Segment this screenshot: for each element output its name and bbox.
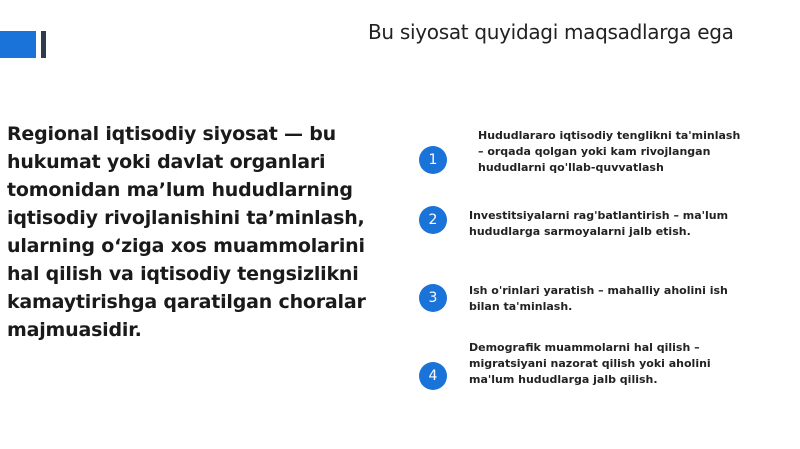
accent-bar [0,31,36,58]
goal-item [419,283,749,315]
slide-title: Bu siyosat quyidagi maqsadlarga ega [368,20,734,44]
accent-line [41,31,46,58]
goal-number-badge: 3 [419,284,447,312]
goal-text: Investitsiyalarni rag'batlantirish – ma'lum hududlarga sarmoyalarni jalb etish. [469,209,729,238]
goal-number-badge: 2 [419,206,447,234]
goal-number-badge: 4 [419,362,447,390]
definition-text: Regional iqtisodiy siyosat — bu hukumat yoki davlat organlari tomonidan ma’lum hududlarning iqtisodiy rivojlanishini ta’minlash, ularning o‘ziga xos muammolarini hal qilish va iqtisodiy tengsizlikni kamaytirishga qaratilgan choralar majmuasidir. [7,123,366,341]
goal-item [419,208,749,240]
goal-text: Ish o'rinlari yaratish – mahalliy aholini ish bilan ta'minlash. [469,284,728,313]
goal-text: Demografik muammolarni hal qilish – migratsiyani nazorat qilish yoki aholini ma'lum hududlarga jalb qilish. [469,341,711,386]
goal-item [419,128,749,176]
goal-item [419,340,749,388]
goal-text: Hududlararo iqtisodiy tenglikni ta'minlash – orqada qolgan yoki kam rivojlangan hududlarni qo'llab-quvvatlash [478,129,741,174]
goal-number-badge: 1 [419,146,447,174]
